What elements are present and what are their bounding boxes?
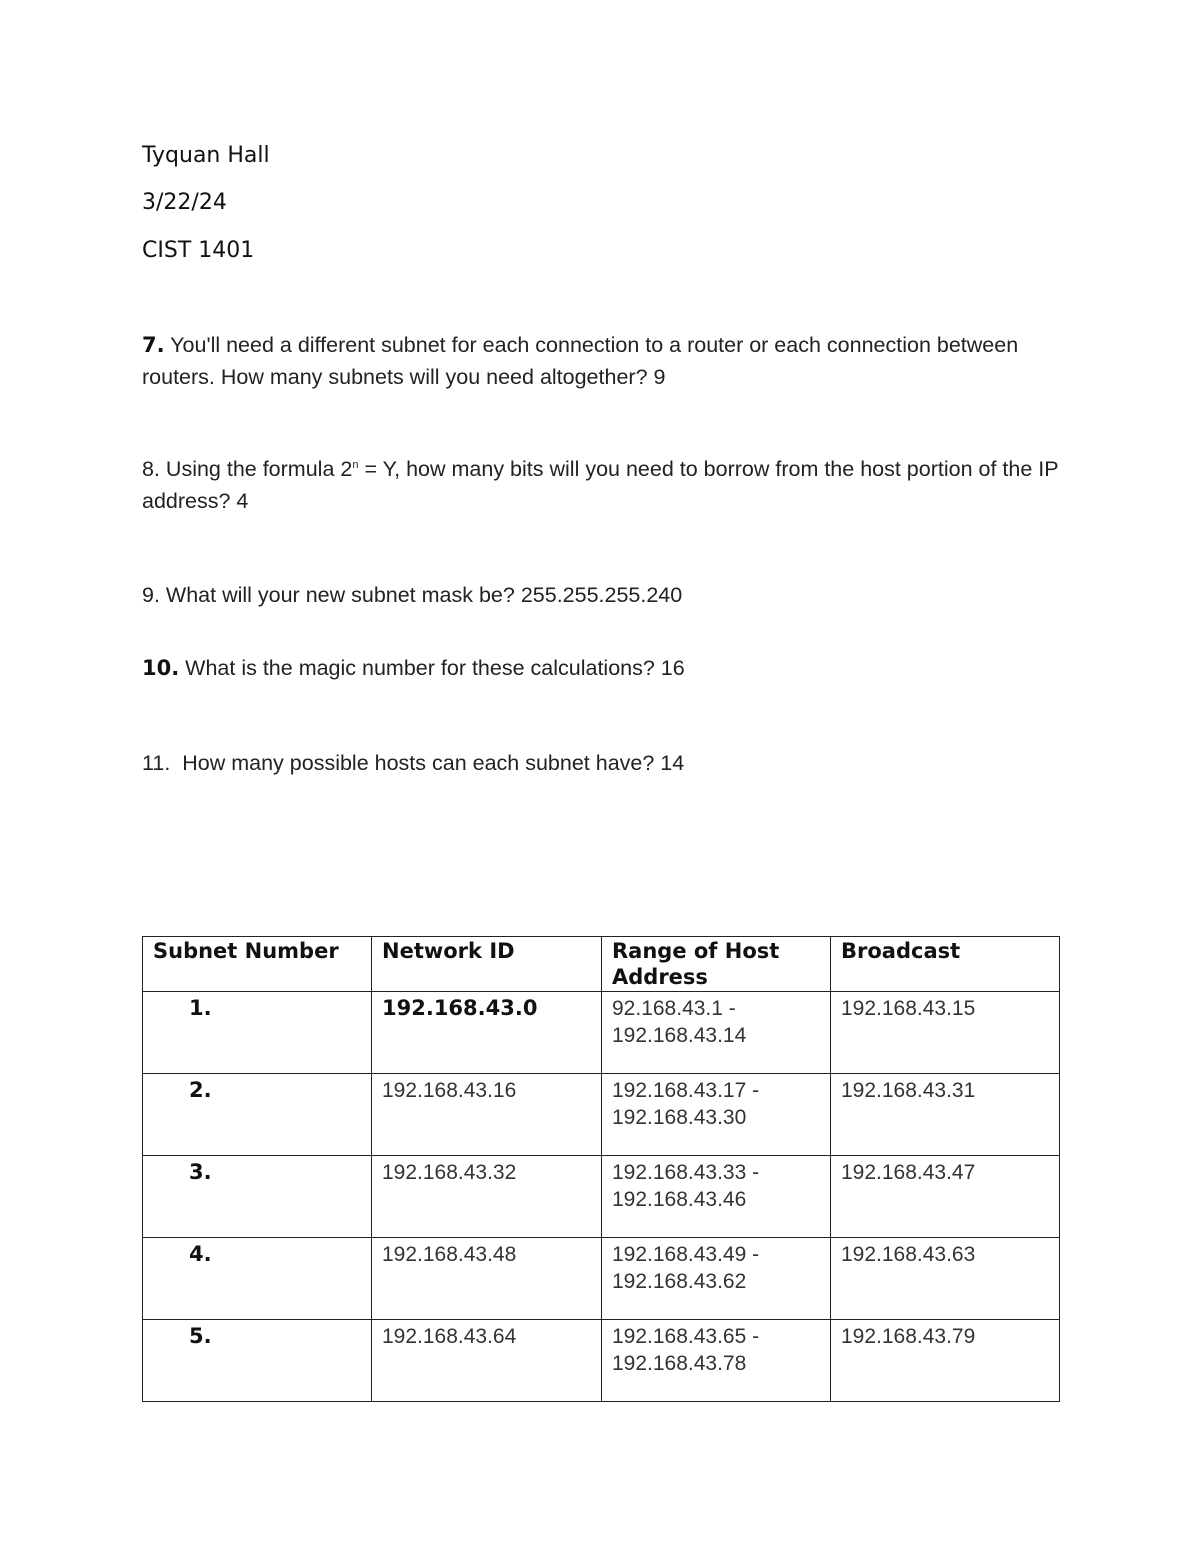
broadcast-cell: 192.168.43.63 bbox=[831, 1238, 1060, 1320]
host-range-cell bbox=[602, 992, 831, 1074]
broadcast-cell: 192.168.43.31 bbox=[831, 1074, 1060, 1156]
student-name: Tyquan Hall bbox=[142, 143, 270, 168]
broadcast-cell: 192.168.43.47 bbox=[831, 1156, 1060, 1238]
network-id-cell: 192.168.43.0 bbox=[372, 992, 602, 1074]
range-start: 92.168.43.1 - bbox=[612, 997, 736, 1020]
range-end: 192.168.43.30 bbox=[612, 1106, 747, 1129]
question-text: You'll need a different subnet for each connection to a router or each connection between routers. How many subnets will you need altogether? 9 bbox=[142, 333, 1019, 389]
broadcast-cell: 192.168.43.15 bbox=[831, 992, 1060, 1074]
question-number: 8. bbox=[142, 457, 160, 481]
question-7 bbox=[142, 329, 1062, 393]
course-code: CIST 1401 bbox=[142, 238, 255, 263]
subnet-number-cell: 2. bbox=[143, 1074, 372, 1156]
question-text: Using the formula 2 bbox=[159, 457, 353, 481]
network-id-cell: 192.168.43.16 bbox=[372, 1074, 602, 1156]
subnet-number-cell: 4. bbox=[143, 1238, 372, 1320]
question-text: How many possible hosts can each subnet have? 14 bbox=[170, 751, 685, 775]
table-row bbox=[143, 1320, 1060, 1402]
question-text: What is the magic number for these calculations? 16 bbox=[179, 656, 685, 680]
question-number: 9. bbox=[142, 583, 160, 607]
host-range-cell bbox=[602, 1238, 831, 1320]
range-end: 192.168.43.46 bbox=[612, 1188, 747, 1211]
host-range-cell bbox=[602, 1156, 831, 1238]
subnet-table bbox=[142, 936, 1060, 1402]
table-row bbox=[143, 992, 1060, 1074]
range-end: 192.168.43.62 bbox=[612, 1270, 747, 1293]
broadcast-cell: 192.168.43.79 bbox=[831, 1320, 1060, 1402]
range-start: 192.168.43.65 - bbox=[612, 1325, 760, 1348]
host-range-cell bbox=[602, 1074, 831, 1156]
network-id-cell: 192.168.43.32 bbox=[372, 1156, 602, 1238]
subnet-number-cell: 1. bbox=[143, 992, 372, 1074]
question-10 bbox=[142, 652, 1062, 684]
range-end: 192.168.43.14 bbox=[612, 1024, 747, 1047]
exponent: n bbox=[352, 459, 359, 471]
table-header-row bbox=[143, 937, 1060, 992]
question-9 bbox=[142, 579, 1062, 611]
question-number: 11. bbox=[142, 751, 171, 775]
table-row bbox=[143, 1156, 1060, 1238]
subnet-number-cell: 5. bbox=[143, 1320, 372, 1402]
question-8 bbox=[142, 453, 1062, 517]
range-start: 192.168.43.49 - bbox=[612, 1243, 760, 1266]
host-range-cell bbox=[602, 1320, 831, 1402]
range-start: 192.168.43.33 - bbox=[612, 1161, 760, 1184]
header-host-range: Range of Host Address bbox=[602, 937, 831, 992]
document-date: 3/22/24 bbox=[142, 190, 227, 215]
network-id-cell: 192.168.43.48 bbox=[372, 1238, 602, 1320]
header-network-id: Network ID bbox=[372, 937, 602, 992]
table-row bbox=[143, 1238, 1060, 1320]
question-number: 10. bbox=[142, 656, 180, 680]
table-row bbox=[143, 1074, 1060, 1156]
range-start: 192.168.43.17 - bbox=[612, 1079, 760, 1102]
question-text: What will your new subnet mask be? 255.255.255.240 bbox=[159, 583, 683, 607]
question-11 bbox=[142, 747, 1062, 779]
network-id-cell: 192.168.43.64 bbox=[372, 1320, 602, 1402]
range-end: 192.168.43.78 bbox=[612, 1352, 747, 1375]
header-broadcast: Broadcast bbox=[831, 937, 1060, 992]
header-subnet-number: Subnet Number bbox=[143, 937, 372, 992]
question-number: 7. bbox=[142, 333, 165, 357]
subnet-number-cell: 3. bbox=[143, 1156, 372, 1238]
question-text: = Y, how many bits will you need to borrow from the host portion of the IP address? 4 bbox=[142, 457, 1059, 513]
